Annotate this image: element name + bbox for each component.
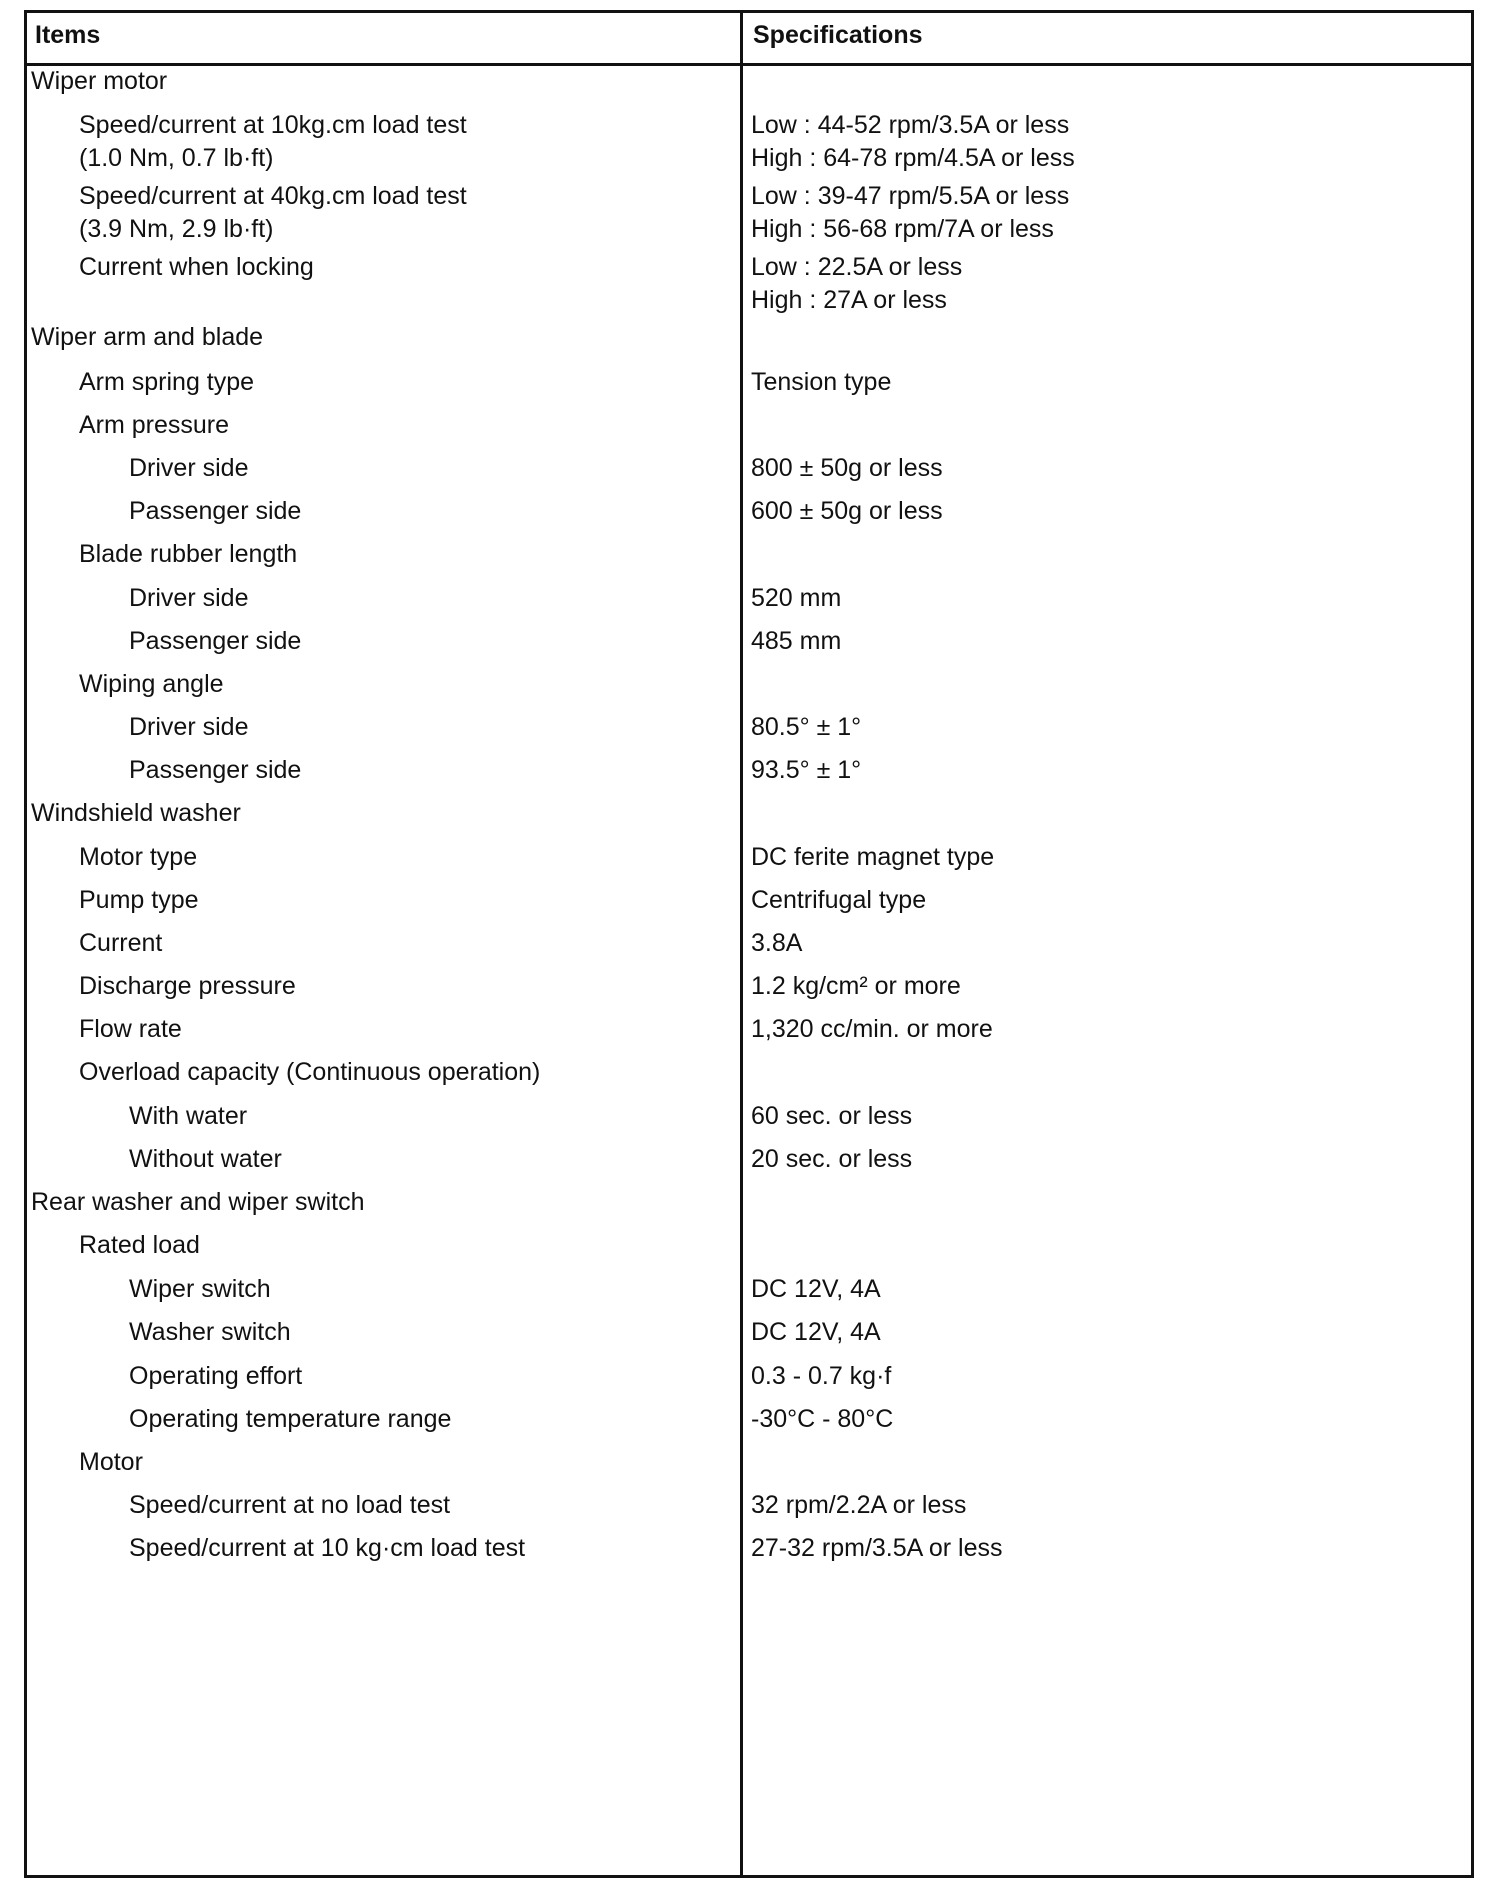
spec-cell — [751, 582, 1461, 615]
spec-cell — [751, 452, 1461, 485]
item-text: Speed/current at 10kg.cm load test — [79, 111, 467, 139]
item-text: Motor type — [79, 843, 198, 871]
spec-text: 93.5° ± 1° — [751, 756, 862, 784]
item-cell — [27, 65, 731, 98]
spec-text: 1.2 kg/cm² or more — [751, 972, 961, 1000]
item-cell — [27, 841, 779, 874]
spec-cell — [751, 495, 1461, 528]
spec-cell — [751, 180, 1461, 246]
item-cell — [27, 1229, 779, 1262]
spec-cell — [751, 251, 1461, 317]
item-cell — [27, 970, 779, 1003]
spec-text: 60 sec. or less — [751, 1102, 913, 1130]
item-cell — [27, 495, 829, 528]
spec-text: 600 ± 50g or less — [751, 497, 943, 525]
header-items: Items — [35, 21, 101, 49]
spec-text: -30°C - 80°C — [751, 1405, 894, 1433]
item-cell — [27, 1489, 829, 1522]
item-text: Wiping angle — [79, 670, 224, 698]
spec-cell — [751, 1143, 1461, 1176]
item-cell — [27, 927, 779, 960]
item-text: Rear washer and wiper switch — [31, 1188, 365, 1216]
item-cell — [27, 1532, 829, 1565]
item-text: Driver side — [129, 713, 249, 741]
spec-table — [24, 10, 1474, 1878]
spec-cell — [751, 1013, 1461, 1046]
spec-cell — [751, 927, 1461, 960]
item-cell — [27, 1403, 829, 1436]
item-text: Washer switch — [129, 1318, 291, 1346]
item-text: Driver side — [129, 454, 249, 482]
item-text: Operating temperature range — [129, 1405, 452, 1433]
spec-cell — [751, 109, 1461, 175]
item-cell — [27, 711, 829, 744]
item-text: Pump type — [79, 886, 199, 914]
item-cell — [27, 1013, 779, 1046]
item-text: Speed/current at no load test — [129, 1491, 451, 1519]
item-text: Wiper arm and blade — [31, 323, 264, 351]
spec-text: High : 56-68 rpm/7A or less — [751, 215, 1054, 243]
spec-text: Low : 39-47 rpm/5.5A or less — [751, 182, 1070, 210]
spec-cell — [751, 625, 1461, 658]
item-text: (1.0 Nm, 0.7 lb·ft) — [79, 144, 274, 172]
item-text: Motor — [79, 1448, 143, 1476]
spec-text: DC 12V, 4A — [751, 1318, 881, 1346]
item-cell — [27, 1143, 829, 1176]
spec-cell — [751, 884, 1461, 917]
spec-text: DC ferite magnet type — [751, 843, 995, 871]
item-cell — [27, 366, 779, 399]
item-text: Overload capacity (Continuous operation) — [79, 1058, 541, 1086]
item-cell — [27, 884, 779, 917]
item-text: Without water — [129, 1145, 282, 1173]
spec-text: 0.3 - 0.7 kg·f — [751, 1362, 892, 1390]
spec-cell — [751, 1273, 1461, 1306]
spec-text: 27-32 rpm/3.5A or less — [751, 1534, 1003, 1562]
spec-cell — [751, 1403, 1461, 1436]
spec-text: 1,320 cc/min. or more — [751, 1015, 993, 1043]
item-text: Operating effort — [129, 1362, 303, 1390]
item-cell — [27, 452, 829, 485]
spec-cell — [751, 1100, 1461, 1133]
spec-text: 80.5° ± 1° — [751, 713, 862, 741]
spec-text: 800 ± 50g or less — [751, 454, 943, 482]
spec-text: Tension type — [751, 368, 892, 396]
item-text: Speed/current at 10 kg·cm load test — [129, 1534, 526, 1562]
item-cell — [27, 321, 731, 354]
item-text: Flow rate — [79, 1015, 182, 1043]
item-cell — [27, 109, 779, 175]
item-text: Rated load — [79, 1231, 200, 1259]
spec-cell — [751, 1316, 1461, 1349]
spec-cell — [751, 711, 1461, 744]
header-specifications: Specifications — [753, 21, 923, 49]
item-text: Discharge pressure — [79, 972, 296, 1000]
spec-cell — [751, 1532, 1461, 1565]
spec-text: 20 sec. or less — [751, 1145, 913, 1173]
spec-text: 3.8A — [751, 929, 803, 957]
spec-text: Centrifugal type — [751, 886, 927, 914]
item-cell — [27, 1273, 829, 1306]
item-cell — [27, 1446, 779, 1479]
spec-cell — [751, 366, 1461, 399]
item-text: With water — [129, 1102, 248, 1130]
item-text: Arm spring type — [79, 368, 255, 396]
item-text: Windshield washer — [31, 799, 241, 827]
spec-text: High : 64-78 rpm/4.5A or less — [751, 144, 1075, 172]
spec-text: Low : 22.5A or less — [751, 253, 963, 281]
item-cell — [27, 582, 829, 615]
spec-text: 520 mm — [751, 584, 842, 612]
item-text: (3.9 Nm, 2.9 lb·ft) — [79, 215, 274, 243]
spec-cell — [751, 1360, 1461, 1393]
spec-text: DC 12V, 4A — [751, 1275, 881, 1303]
item-text: Speed/current at 40kg.cm load test — [79, 182, 467, 210]
item-text: Passenger side — [129, 497, 302, 525]
item-cell — [27, 1100, 829, 1133]
item-text: Current — [79, 929, 163, 957]
item-text: Wiper switch — [129, 1275, 271, 1303]
item-text: Blade rubber length — [79, 540, 298, 568]
item-text: Current when locking — [79, 253, 314, 281]
item-text: Passenger side — [129, 627, 302, 655]
spec-text: Low : 44-52 rpm/3.5A or less — [751, 111, 1070, 139]
item-text: Wiper motor — [31, 67, 168, 95]
item-text: Driver side — [129, 584, 249, 612]
item-text: Passenger side — [129, 756, 302, 784]
item-cell — [27, 797, 731, 830]
spec-cell — [751, 841, 1461, 874]
item-cell — [27, 1056, 779, 1089]
item-cell — [27, 625, 829, 658]
item-cell — [27, 251, 779, 284]
spec-text: 485 mm — [751, 627, 842, 655]
item-cell — [27, 754, 829, 787]
item-cell — [27, 180, 779, 246]
item-cell — [27, 1360, 829, 1393]
spec-cell — [751, 970, 1461, 1003]
item-cell — [27, 1316, 829, 1349]
item-cell — [27, 538, 779, 571]
spec-cell — [751, 754, 1461, 787]
item-cell — [27, 409, 779, 442]
item-text: Arm pressure — [79, 411, 230, 439]
item-cell — [27, 668, 779, 701]
spec-text: High : 27A or less — [751, 286, 947, 314]
spec-text: 32 rpm/2.2A or less — [751, 1491, 967, 1519]
spec-cell — [751, 1489, 1461, 1522]
item-cell — [27, 1186, 731, 1219]
